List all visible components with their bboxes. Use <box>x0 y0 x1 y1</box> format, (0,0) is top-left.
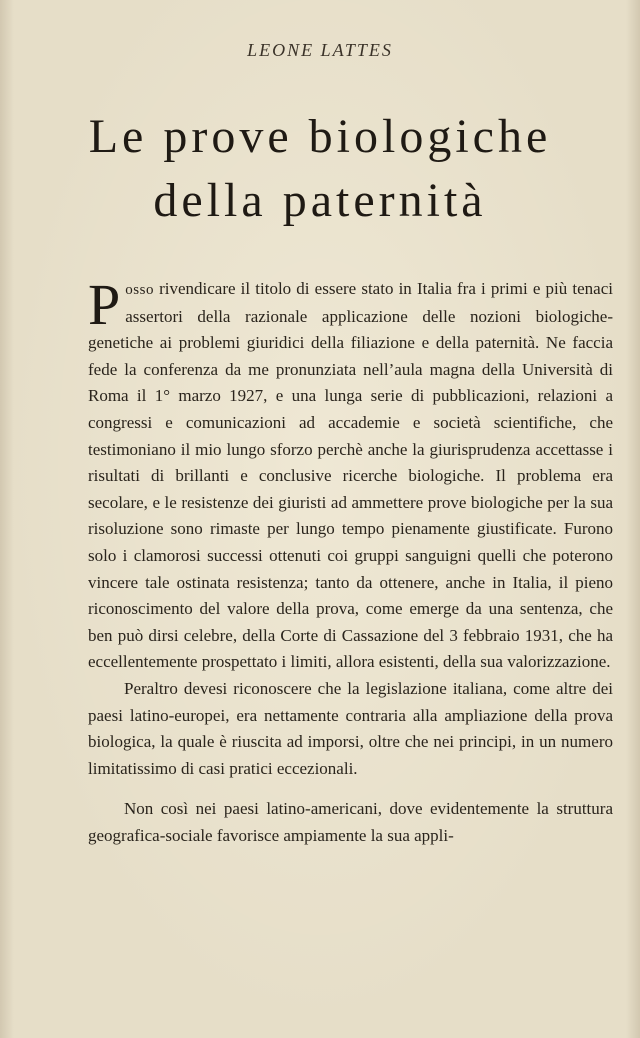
drop-cap: P <box>88 272 121 337</box>
article-title-line-1: Le prove biologiche <box>88 110 552 163</box>
article-body <box>88 272 613 849</box>
paragraph-1 <box>88 272 613 676</box>
paragraph-2: Peraltro devesi riconoscere che la legislazione italiana, come altre dei paesi latino-europei, era nettamente contraria alla ampliazione della prova biologica, la quale è riuscita ad imporsi, oltre che nei principi, in un numero limitatissimo di casi pratici eccezionali. <box>88 678 613 778</box>
drop-cap-continuation: osso <box>125 282 154 298</box>
article-title-line-2: della paternità <box>153 174 487 227</box>
paragraph-3: Non così nei paesi latino-americani, dove evidentemente la struttura geografica-sociale favorisce ampiamente la sua appli- <box>88 799 613 845</box>
paragraph-1-text: rivendicare il titolo di essere stato in Italia fra i primi e più tenaci assertori della razionale applicazione delle nozioni biologiche-genetiche ai problemi giuridici della filiazione e della paternità. Ne faccia fede la conferenza da me pronunziata nell’aula magna della Università di Roma il 1° marzo 1927, e una lunga serie di pubblicazioni, relazioni a congressi e comunicazioni ad accademie e società scientifiche, che testimoniano il mio lungo sforzo perchè anche la giurisprudenza accettasse i risultati di brillanti e conclusive ricerche biologiche. Il problema era secolare, e le resistenze dei giuristi ad ammettere prove biologiche per la sua risoluzione sono rimaste per lungo tempo pienamente giustificate. Furono solo i clamorosi successi ottenuti coi gruppi sanguigni quelli che poterono vincere tale ostinata resistenza; tanto da ottenere, anche in Italia, il pieno riconoscimento del valore della prova, come emerge da una sentenza, che ben può dirsi celebre, della Corte di Cassazione del 3 febbraio 1931, che ha eccellentemente prospettato i limiti, allora esistenti, della sua valorizzazione. <box>88 279 613 672</box>
running-head-author: LEONE LATTES <box>247 40 393 60</box>
